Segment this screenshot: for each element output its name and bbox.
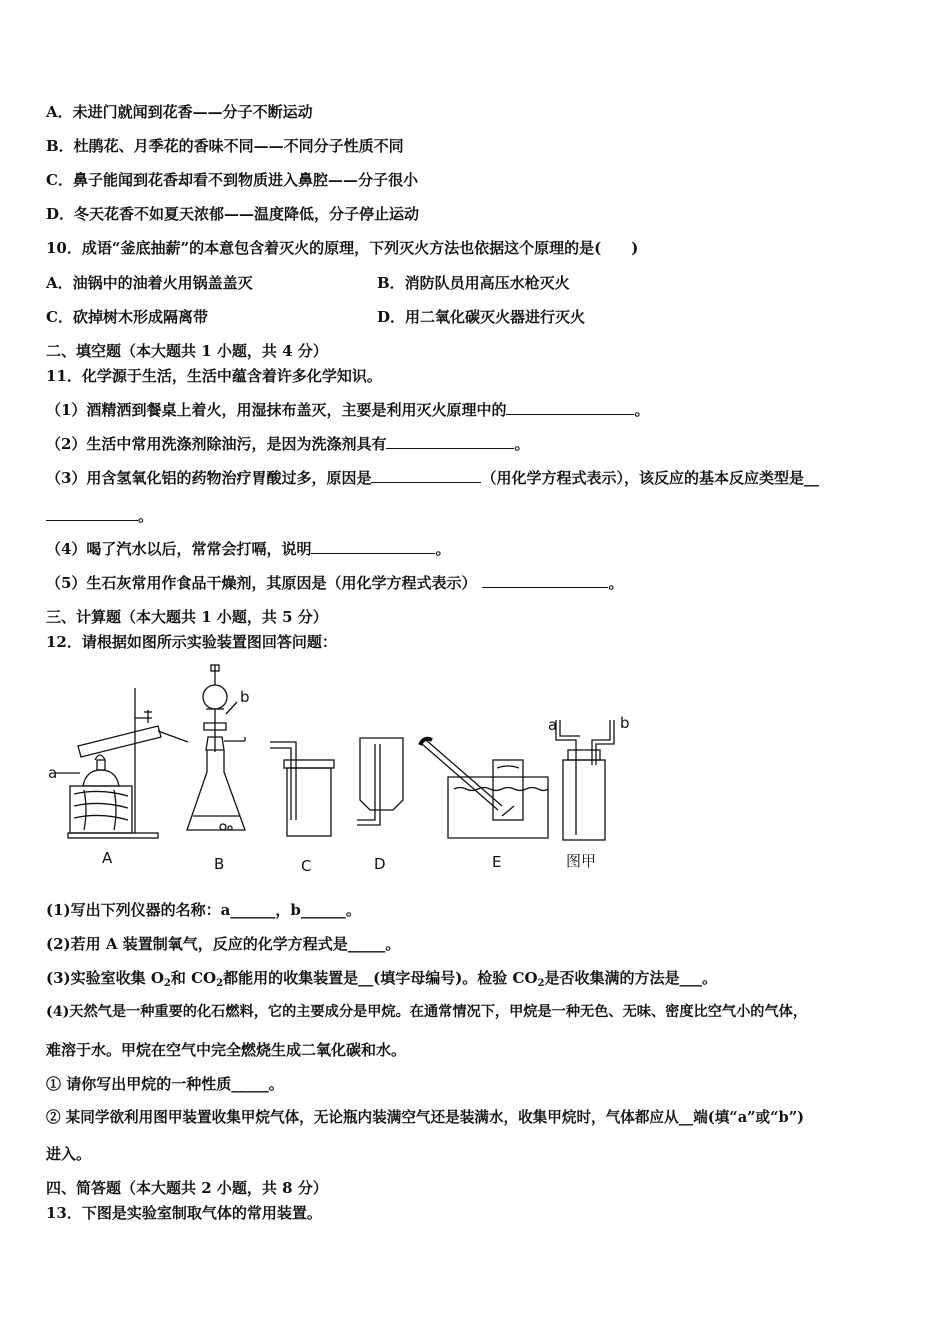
q12-part-3 bbox=[46, 968, 717, 994]
q11-part-3-blank-2[interactable] bbox=[46, 506, 138, 521]
q11-part-5 bbox=[46, 573, 623, 593]
q11-part-2-text: （2）生活中常用洗涤剂除油污，是因为洗涤剂具有 bbox=[46, 435, 387, 453]
subscript-2: 2 bbox=[537, 978, 545, 989]
q11-part-2 bbox=[46, 434, 529, 454]
q11-part-3-text-b: （用化学方程式表示），该反应的基本反应类型是__ bbox=[481, 469, 819, 487]
q11-part-3-cont bbox=[46, 506, 153, 526]
q11-part-4-text: （4）喝了汽水以后，常常会打嗝，说明 bbox=[46, 540, 312, 558]
period: 。 bbox=[514, 435, 530, 453]
q9-option-b: B．杜鹃花、月季花的香味不同——不同分子性质不同 bbox=[46, 137, 404, 155]
subscript-2: 2 bbox=[163, 978, 171, 989]
q10-stem: 10．成语“釜底抽薪”的本意包含着灭火的原理，下列灭火方法也依据这个原理的是( ) bbox=[46, 239, 639, 257]
q10-option-c: C．砍掉树木形成隔离带 bbox=[46, 308, 208, 326]
q12-part-4c: ① 请你写出甲烷的一种性质_____。 bbox=[46, 1075, 284, 1093]
q11-part-3 bbox=[46, 468, 819, 488]
q11-part-5-text: （5）生石灰常用作食品干燥剂，其原因是（用化学方程式表示） bbox=[46, 574, 477, 592]
label-a: A bbox=[102, 849, 113, 867]
q11-part-4-blank[interactable] bbox=[311, 539, 435, 554]
label-d: D bbox=[374, 855, 386, 873]
q10-option-a: A．油锅中的油着火用锅盖盖灭 bbox=[46, 274, 253, 292]
q11-part-1 bbox=[46, 400, 649, 420]
period: 。 bbox=[138, 507, 154, 525]
subscript-2: 2 bbox=[216, 978, 224, 989]
label-small-b: b bbox=[240, 688, 250, 706]
q11-part-5-blank[interactable] bbox=[482, 573, 608, 588]
apparatus-figure bbox=[40, 660, 660, 878]
label-jia: 图甲 bbox=[566, 852, 597, 870]
q11-part-3-text-a: （3）用含氢氧化铝的药物治疗胃酸过多，原因是 bbox=[46, 469, 372, 487]
apparatus-d bbox=[357, 738, 403, 825]
label-small-a: a bbox=[48, 764, 58, 782]
q9-option-d: D．冬天花香不如夏天浓郁——温度降低，分子停止运动 bbox=[46, 205, 420, 223]
q12-part-3-d: 是否收集满的方法是___。 bbox=[544, 969, 718, 987]
q11-stem: 11．化学源于生活，生活中蕴含着许多化学知识。 bbox=[46, 367, 382, 385]
section-3-heading: 三、计算题（本大题共 1 小题，共 5 分） bbox=[46, 608, 328, 626]
q12-stem: 12．请根据如图所示实验装置图回答问题： bbox=[46, 633, 337, 651]
q11-part-2-blank[interactable] bbox=[386, 434, 514, 449]
label-jia-a: a bbox=[548, 716, 558, 734]
q12-part-4a: (4)天然气是一种重要的化石燃料，它的主要成分是甲烷。在通常情况下，甲烷是一种无色、无味、密度比空气小的气体， bbox=[46, 1004, 808, 1020]
label-jia-b: b bbox=[620, 714, 630, 732]
q11-part-4 bbox=[46, 539, 450, 559]
section-4-heading: 四、简答题（本大题共 2 小题，共 8 分） bbox=[46, 1179, 328, 1197]
q9-option-a: A．未进门就闻到花香——分子不断运动 bbox=[46, 103, 313, 121]
apparatus-jia bbox=[556, 720, 614, 840]
period: 。 bbox=[608, 574, 624, 592]
period: 。 bbox=[435, 540, 451, 558]
q10-option-d: D．用二氧化碳灭火器进行灭火 bbox=[377, 308, 586, 326]
apparatus-c bbox=[270, 742, 334, 836]
q12-part-2: (2)若用 A 装置制氧气，反应的化学方程式是_____。 bbox=[46, 935, 401, 953]
q12-part-4d: ② 某同学欲利用图甲装置收集甲烷气体，无论瓶内装满空气还是装满水，收集甲烷时，气体都应从__端(填“a”或“b”) bbox=[46, 1109, 805, 1126]
q11-part-1-blank[interactable] bbox=[506, 400, 634, 415]
label-b: B bbox=[214, 855, 225, 873]
q12-part-3-a: (3)实验室收集 O bbox=[46, 969, 164, 987]
apparatus-a bbox=[55, 688, 188, 838]
apparatus-e bbox=[420, 739, 548, 838]
section-2-heading: 二、填空题（本大题共 1 小题，共 4 分） bbox=[46, 342, 328, 360]
q11-part-3-blank-1[interactable] bbox=[371, 468, 481, 483]
q10-option-b: B．消防队员用高压水枪灭火 bbox=[377, 274, 570, 292]
label-e: E bbox=[492, 853, 502, 871]
q12-part-1: (1)写出下列仪器的名称：a______，b______。 bbox=[46, 901, 361, 919]
period: 。 bbox=[634, 401, 650, 419]
q9-option-c: C．鼻子能闻到花香却看不到物质进入鼻腔——分子很小 bbox=[46, 171, 418, 189]
q13-stem: 13．下图是实验室制取气体的常用装置。 bbox=[46, 1204, 322, 1222]
label-c: C bbox=[301, 857, 312, 875]
q11-part-1-text: （1）酒精洒到餐桌上着火，用湿抹布盖灭，主要是利用灭火原理中的 bbox=[46, 401, 507, 419]
apparatus-b bbox=[187, 665, 245, 830]
q12-part-3-b: 和 CO bbox=[170, 969, 217, 987]
q12-part-4e: 进入。 bbox=[46, 1145, 92, 1163]
q12-part-4b: 难溶于水。甲烷在空气中完全燃烧生成二氧化碳和水。 bbox=[46, 1041, 407, 1059]
q12-part-3-c: 都能用的收集装置是__(填字母编号)。检验 CO bbox=[223, 969, 538, 987]
